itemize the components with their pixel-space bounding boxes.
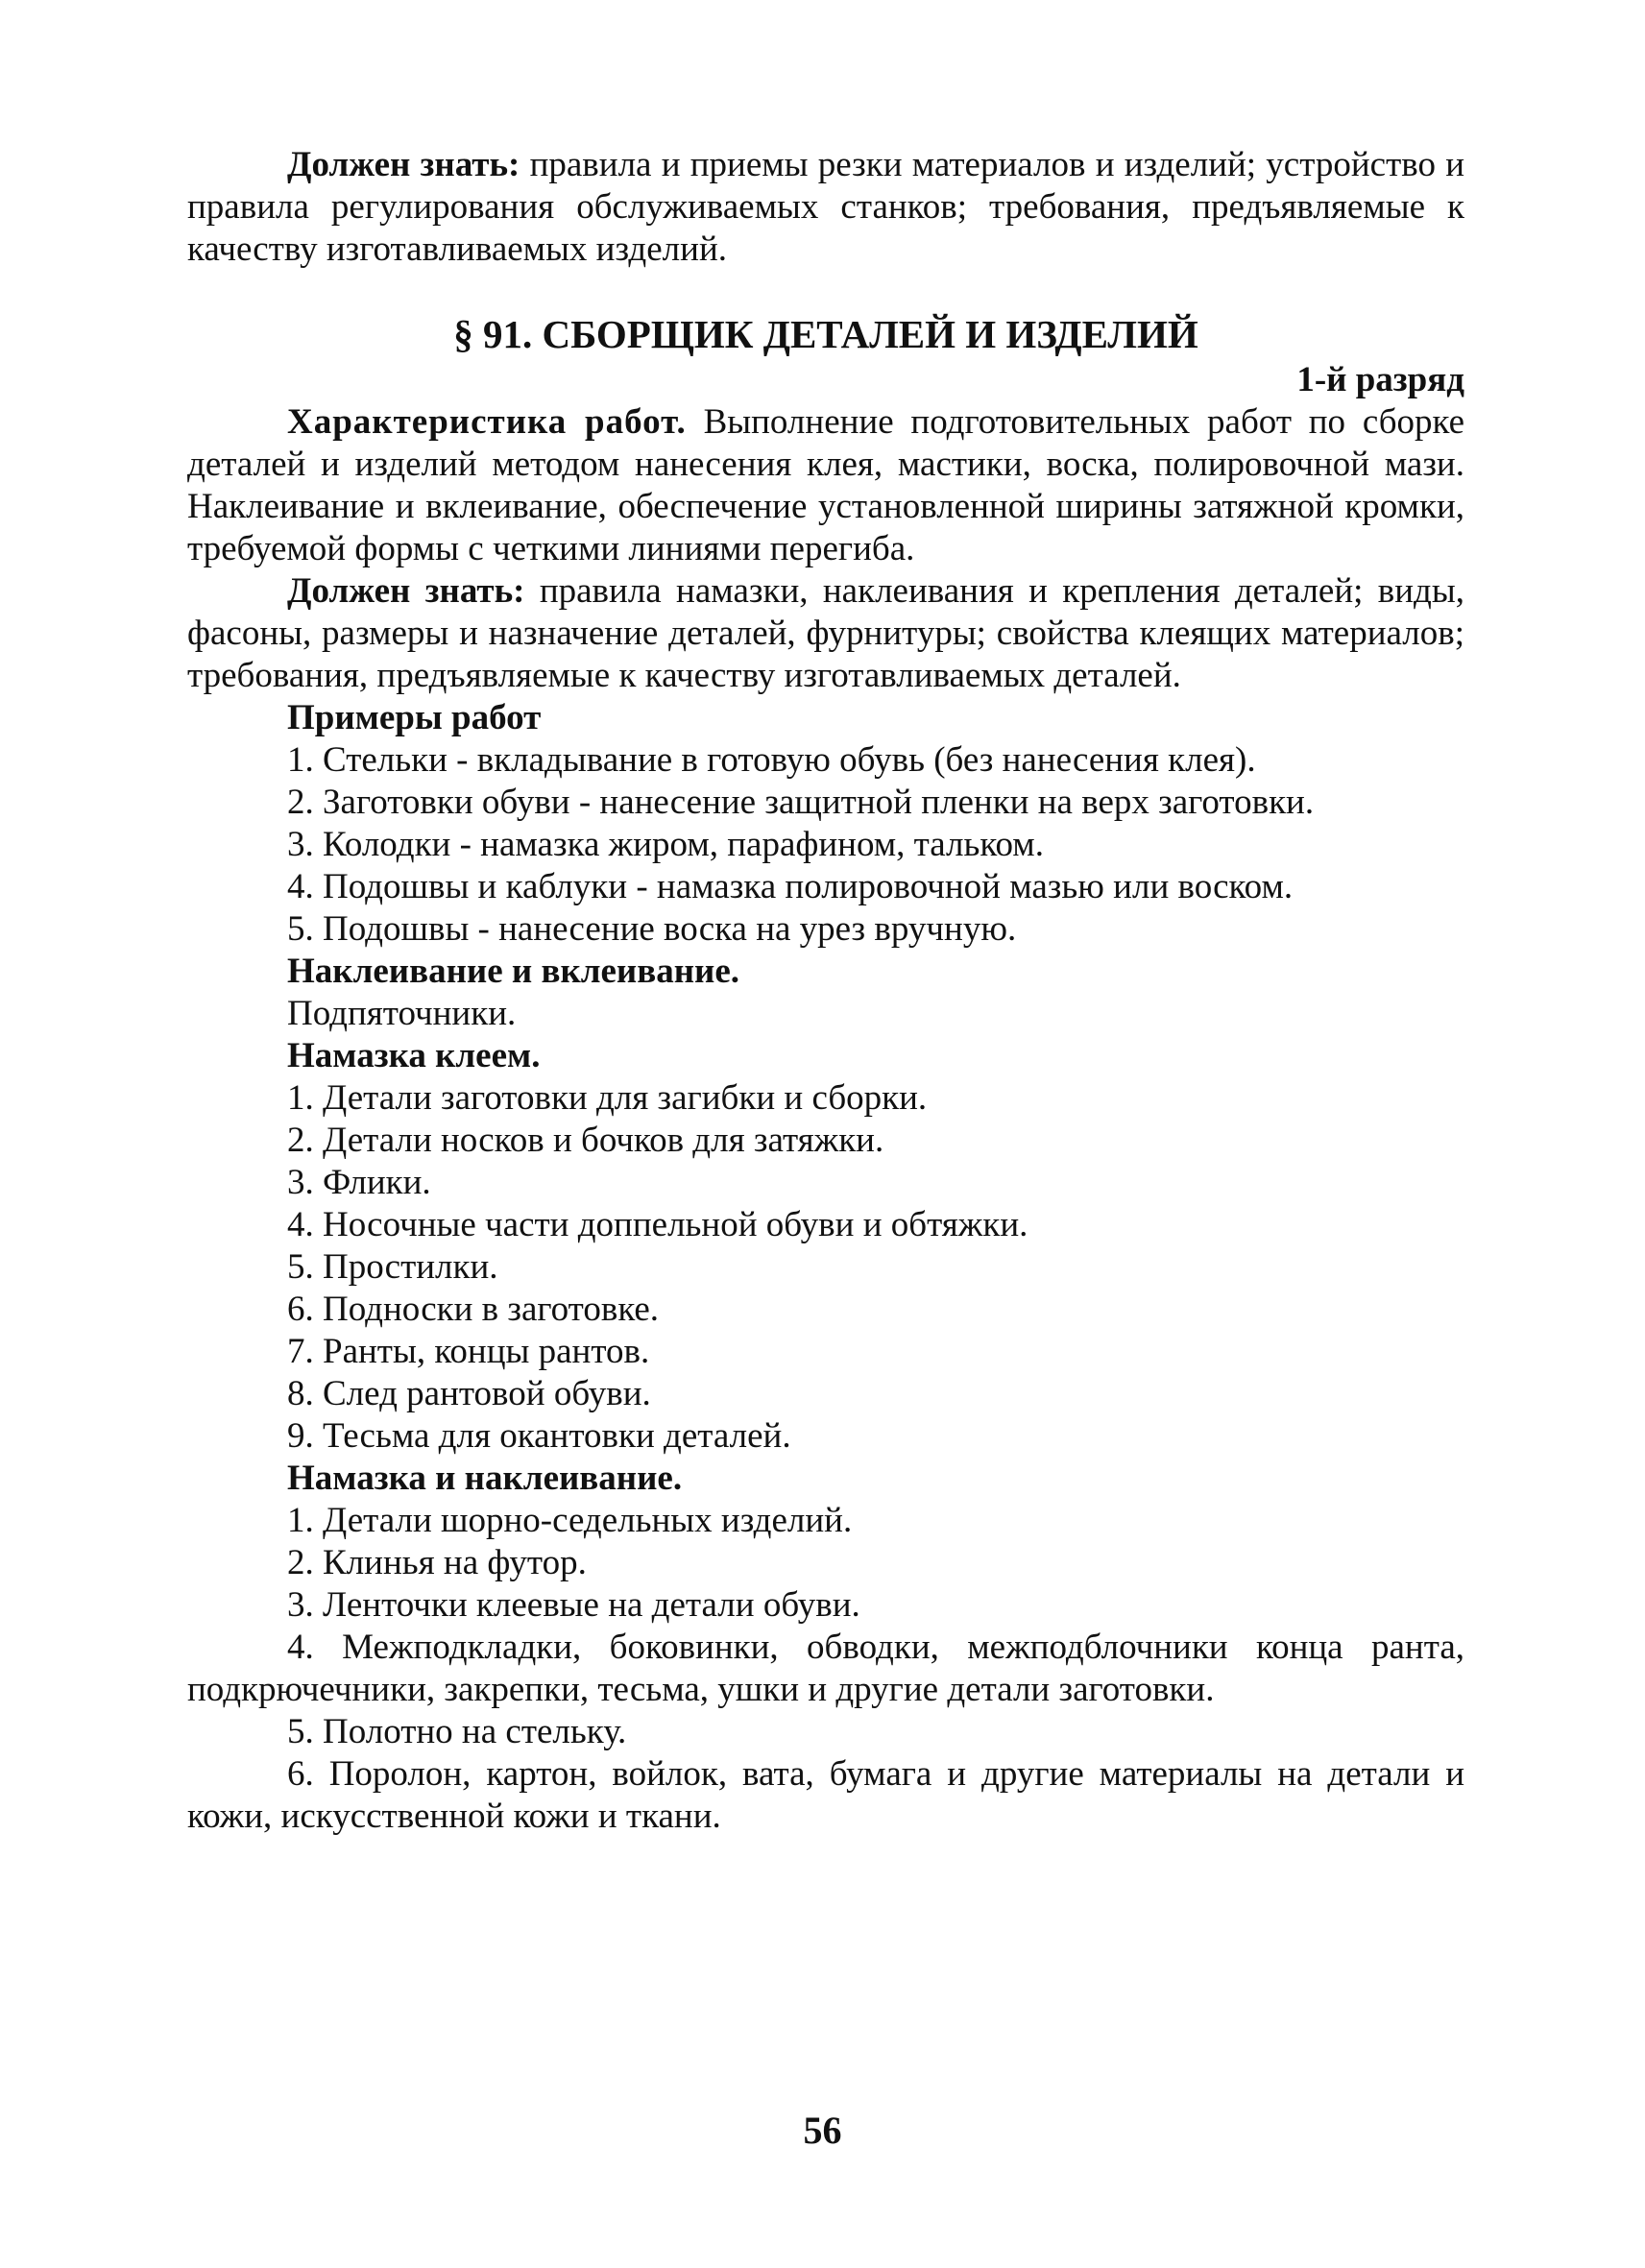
list-item: 1. Детали заготовки для загибки и сборки.	[287, 1078, 928, 1118]
list-item: 6. Подноски в заготовке.	[287, 1290, 660, 1329]
characteristics-paragraph	[187, 401, 1464, 570]
list-item: Подпяточники.	[287, 994, 517, 1033]
knowledge-text: правила намазки, наклеивания и крепления деталей; виды, фасоны, размеры и назначение деталей, фурнитуры; свойства клеящих материалов; требования, предъявляемые к качеству изготавливаемых деталей.	[187, 571, 1464, 695]
list-item: 1. Стельки - вкладывание в готовую обувь (без нанесения клея).	[287, 740, 1256, 780]
list-item: 4. Подошвы и каблуки - намазка полировочной мазью или воском.	[287, 867, 1294, 906]
list-item: 2. Заготовки обуви - нанесение защитной пленки на верх заготовки.	[287, 783, 1315, 822]
characteristics-label: Характеристика работ.	[287, 402, 687, 442]
list-item: 5. Простилки.	[287, 1247, 498, 1287]
list-item: 3. Колодки - намазка жиром, парафином, тальком.	[287, 825, 1044, 864]
list-item: 7. Ранты, концы рантов.	[287, 1332, 650, 1371]
list-item: 5. Полотно на стельку.	[287, 1712, 627, 1751]
gluing-title: Наклеивание и вклеивание.	[287, 952, 740, 991]
knowledge-paragraph	[187, 570, 1464, 697]
list-item: 6. Поролон, картон, войлок, вата, бумага и другие материалы на детали и кожи, искусственной кожи и ткани.	[187, 1754, 1464, 1836]
list-item: 1. Детали шорно-седельных изделий.	[287, 1501, 853, 1540]
knowledge-label: Должен знать:	[287, 571, 525, 611]
intro-text: правила и приемы резки материалов и изделий; устройство и правила регулирования обслуживаемых станков; требования, предъявляемые к качеству изготавливаемых изделий.	[187, 145, 1464, 269]
intro-label: Должен знать:	[287, 145, 520, 184]
characteristics-text: Выполнение подготовительных работ по сборке деталей и изделий методом нанесения клея, мастики, воска, полировочной мази. Наклеивание и вклеивание, обеспечение установленной ширины затяжной кромки, требуемой формы с четкими линиями перегиба.	[187, 402, 1465, 568]
rank-label: 1-й разряд	[1296, 360, 1464, 399]
list-item: 4. Межподкладки, боковинки, обводки, межподблочники конца ранта, подкрючечники, закрепки, тесьма, ушки и другие детали заготовки.	[187, 1628, 1464, 1709]
section-title: § 91. СБОРЩИК ДЕТАЛЕЙ И ИЗДЕЛИЙ	[453, 312, 1198, 356]
coating-gluing-title: Намазка и наклеивание.	[287, 1459, 683, 1498]
list-item: 3. Флики.	[287, 1163, 431, 1202]
list-item: 5. Подошвы - нанесение воска на урез вручную.	[287, 909, 1017, 949]
examples-title: Примеры работ	[287, 698, 542, 737]
list-item: 9. Тесьма для окантовки деталей.	[287, 1416, 791, 1456]
list-item: 4. Носочные части доппельной обуви и обтяжки.	[287, 1205, 1028, 1244]
intro-paragraph	[187, 144, 1464, 271]
list-item: 8. След рантовой обуви.	[287, 1374, 651, 1413]
page-number: 56	[803, 2109, 842, 2152]
list-item: 2. Детали носков и бочков для затяжки.	[287, 1121, 884, 1160]
list-item: 3. Ленточки клеевые на детали обуви.	[287, 1585, 860, 1625]
glue-coating-title: Намазка клеем.	[287, 1036, 541, 1075]
list-item: 2. Клинья на футор.	[287, 1543, 587, 1582]
document-page	[187, 144, 1464, 1838]
